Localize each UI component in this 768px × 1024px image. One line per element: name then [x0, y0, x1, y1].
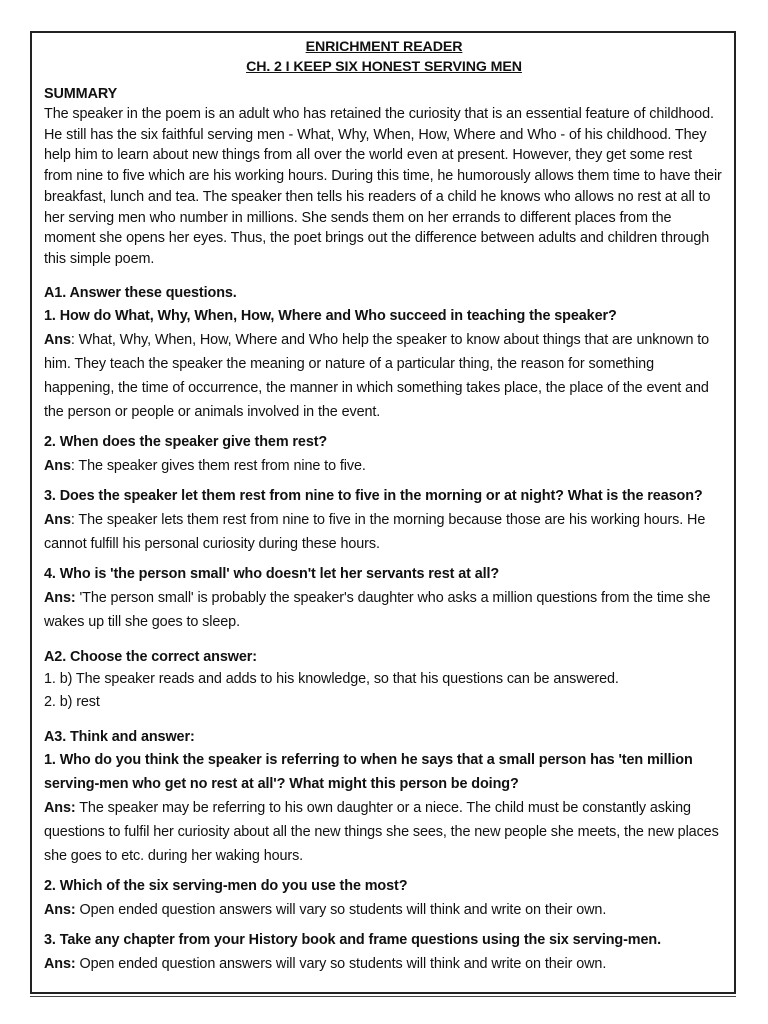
answer-text: 'The person small' is probably the speaker's daughter who asks a million questions from the time she wakes up till she goes to sleep. — [44, 589, 711, 630]
section-a3 — [44, 726, 724, 976]
a1-item-2 — [44, 430, 724, 478]
ans-label: Ans — [44, 457, 71, 474]
answer-option: 2. b) rest — [44, 693, 100, 710]
answer — [44, 898, 724, 922]
section-a1-heading: A1. Answer these questions. — [44, 284, 237, 301]
answer — [44, 952, 724, 976]
answer-text: : The speaker lets them rest from nine to five in the morning because those are his working hours. He cannot fulfill his personal curiosity during these hours. — [44, 511, 706, 552]
a1-item-1 — [44, 304, 724, 424]
question: 3. Take any chapter from your History book and frame questions using the six serving-men. — [44, 931, 661, 948]
document-title-line2: CH. 2 I KEEP SIX HONEST SERVING MEN — [246, 59, 522, 75]
ans-label: Ans — [44, 331, 71, 348]
ans-label: Ans — [44, 511, 71, 528]
section-a2-heading: A2. Choose the correct answer: — [44, 648, 257, 665]
question: 1. Who do you think the speaker is referring to when he says that a small person has 'ten million serving-men who get no rest at all'? What might this person be doing? — [44, 751, 693, 792]
answer-text: : The speaker gives them rest from nine to five. — [70, 457, 366, 474]
answer — [44, 328, 724, 424]
answer — [44, 508, 724, 556]
section-a2 — [44, 646, 724, 714]
document-body — [44, 37, 724, 976]
ans-label: Ans: — [44, 799, 76, 816]
answer — [44, 586, 724, 634]
ans-label: Ans: — [44, 589, 76, 606]
ans-label: Ans: — [44, 901, 76, 918]
summary-heading: SUMMARY — [44, 86, 118, 102]
section-a3-heading: A3. Think and answer: — [44, 728, 195, 745]
answer — [44, 454, 724, 478]
a3-item-3 — [44, 928, 724, 976]
summary-text: The speaker in the poem is an adult who has retained the curiosity that is an essential feature of childhood. He still has the six faithful serving men - What, Why, When, How, Where and Who - of his childhood. They help him to learn about new things from all over the world even at present. However, they get some rest from nine to five which are his working hours. During this time, he humorously allows them time to have their breakfast, lunch and tea. The speaker then tells his readers of a child he knows who allows no rest at all to her serving men who number in millions. She sends them on her errands to different places from the moment she opens her eyes. Thus, the poet brings out the difference between adults and children through this simple poem. — [44, 106, 722, 267]
a3-item-1 — [44, 748, 724, 868]
answer-text: Open ended question answers will vary so students will think and write on their own. — [75, 955, 607, 972]
section-a1 — [44, 282, 724, 634]
answer-text: : What, Why, When, How, Where and Who help the speaker to know about things that are unknown to him. They teach the speaker the meaning or nature of a particular thing, the reason for something happening, the time of occurrence, the manner in which something takes place, the place of the event and the person or people or animals involved in the event. — [44, 331, 710, 420]
question: 2. When does the speaker give them rest? — [44, 433, 328, 450]
document-title-line1: ENRICHMENT READER — [305, 39, 463, 55]
a1-item-3 — [44, 484, 724, 556]
answer — [44, 796, 724, 868]
answer-option: 1. b) The speaker reads and adds to his knowledge, so that his questions can be answered. — [44, 670, 619, 687]
question: 2. Which of the six serving-men do you use the most? — [44, 877, 408, 894]
question: 3. Does the speaker let them rest from nine to five in the morning or at night? What is the reason? — [44, 487, 703, 504]
question: 4. Who is 'the person small' who doesn't let her servants rest at all? — [44, 565, 500, 582]
answer-text: Open ended question answers will vary so students will think and write on their own. — [75, 901, 607, 918]
a1-item-4 — [44, 562, 724, 634]
page-bottom-rule — [30, 996, 736, 997]
a3-item-2 — [44, 874, 724, 922]
ans-label: Ans: — [44, 955, 76, 972]
answer-text: The speaker may be referring to his own daughter or a niece. The child must be constantly asking questions to fulfil her curiosity about all the new things she sees, the new people she meets, the new places she goes to etc. during her waking hours. — [44, 799, 719, 864]
question: 1. How do What, Why, When, How, Where and Who succeed in teaching the speaker? — [44, 307, 617, 324]
